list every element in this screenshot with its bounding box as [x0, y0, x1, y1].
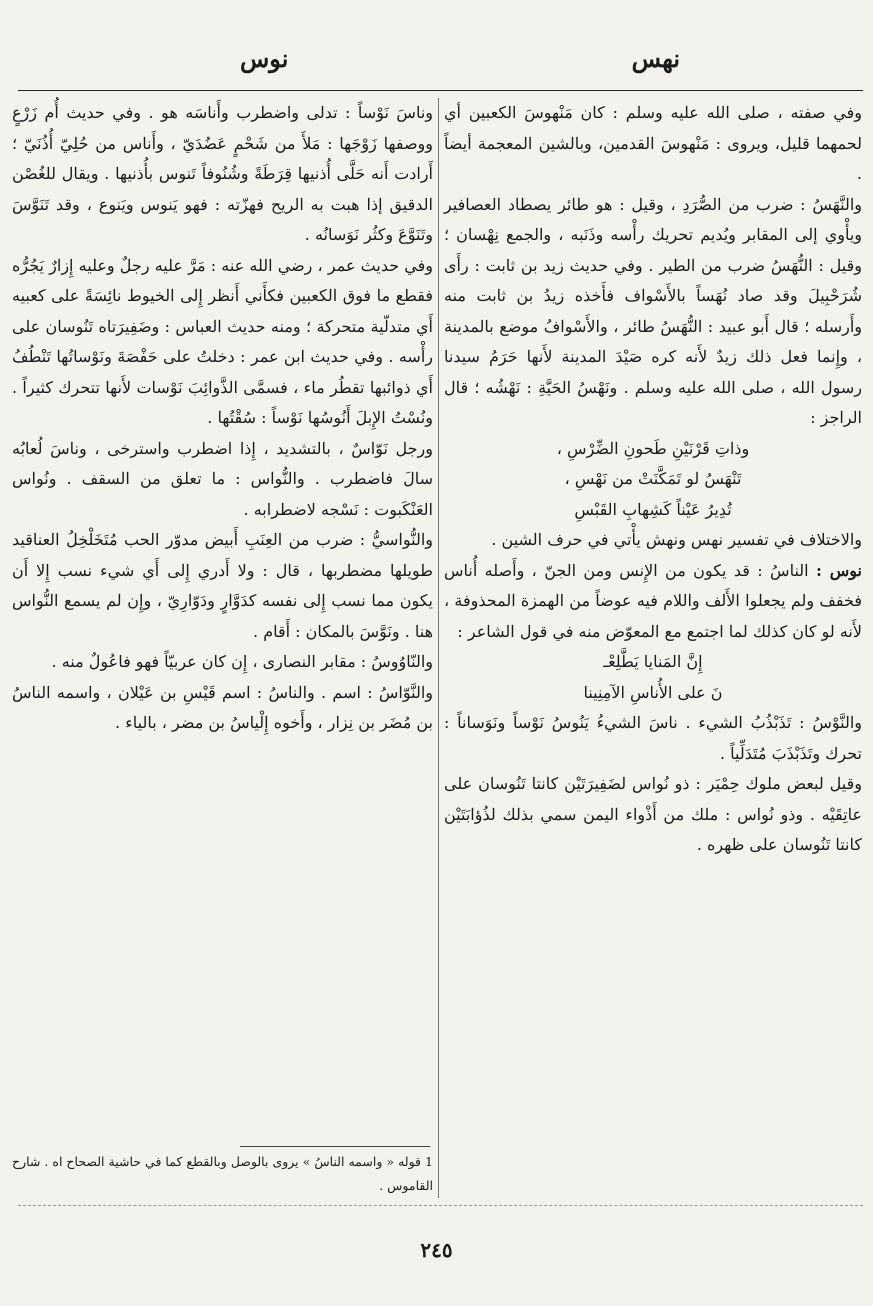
paragraph: ورجل نَوّاسٌ ، بالتشديد ، إِذا اضطرب واسترخى ، وناسَ لُعابُه سالَ فاضطرب . والنُّواس : ما تعلق من السقف . ونُواس العَنْكَبوت : نَسْجه لاضطرابه . [12, 438, 433, 519]
verse-line: وذاتِ قَرْنَيْنِ طَحونِ الضِّرْسِ ، [556, 438, 750, 458]
footnote-rule [240, 1146, 430, 1147]
paragraph: والنّاوُوسُ : مقابر النصارى ، إِن كان عربيّاً فهو فاعُولٌ منه . [51, 652, 433, 671]
paragraph: والاختلاف في تفسير نهس ونهش يأْتي في حرف الشين . [491, 530, 862, 549]
page-header [30, 42, 860, 86]
paragraph: وقيل لبعض ملوك حِمْيَر : ذو نُواس لضَفِيرَتَيْن كانتا تَنُوسان على عاتِقَيْه . وذو نُواس : ملك من أَذْواء اليمن سمي بذلك لذُؤابَتَيْن كانتا تَنُوسان على ظهره . [444, 774, 862, 854]
column-divider [438, 98, 439, 1198]
verse-line: إِنَّ المَنايا يَطَّلِعْـ [603, 652, 703, 671]
paragraph: والنُّواسيُّ : ضرب من العِنَبِ أَبيض مدوّر الحب مُتَخَلْخِلُ العناقيد طويلها مضطربها ، قال : ولا أَدري إِلى أَي شيء نسب إِلا أَن يكون مما نسب إِلى نفسه كدَوَّارٍ ودَوّارِيّ ، وإِن لم يسمع النُّواس هنا . ونَوَّسَ بالمكان : أَقام . [12, 530, 433, 641]
paragraph: وفي حديث عمر ، رضي الله عنه : مَرَّ عليه رجلٌ وعليه إِزارٌ يَجُرُّه فقطع ما فوق الكعبين فكأَني أَنظر إِلى الخيوط نائِسَةً على كعبيه أَي متدلّية متحركة ؛ ومنه حديث العباس : وضَفِيرَتاه تَنُوسان على رأْسه . وفي حديث ابن عمر : دخلتُ على حَفْصَةَ ونَوْساتُها تَنْطُفُ أَي ذوائبها تقطُر ماء ، فسمَّى الذَّوائِبَ نَوْسات لأَنها تتحرك كثيراً . ونُسْتُ الإِبلَ أَنُوسُها نَوْساً : سُقْتُها . [12, 255, 433, 427]
left-column [12, 98, 433, 739]
header-headword-left: نوس [240, 44, 289, 73]
entry-text: الناسُ : قد يكون من الإِنس ومن الجنّ ، وأَصله أُناس فخفف ولم يجعلوا الأَلف واللام فيه عوضاً من الهمزة المحذوفة ، لأَنه لو كان كذلك لما اجتمع مع المعوّض منه في قول الشاعر : [444, 560, 862, 641]
verse-line: نَ على الأُناسِ الآمِنِينا [583, 682, 723, 702]
header-rule [18, 90, 863, 91]
verse-line: تُدِيرُ عَيْناً كَشِهابِ القَبْسِ [574, 499, 732, 519]
paragraph: والنَّوْسُ : تَذَبْذُبُ الشيء . ناسَ الشيءُ يَنُوسُ نَوْساً ونَوَساناً : تحرك وتَذَبْذَبَ مُتَدَلِّياً . [444, 713, 862, 763]
footnote: 1 قوله « واسمه الناسُ » يروى بالوصل وبالقطع كما في حاشية الصحاح اه . شارح القاموس . [12, 1154, 433, 1193]
paragraph: والنَّهَسُ : ضرب من الصُّرَدِ ، وقيل : هو طائر يصطاد العصافير ويأْوي إلى المقابر ويُديم تحريك رأْسه وذَنَبه ، والجمع نِهْسان ؛ وقيل : النُّهَسُ ضرب من الطير . وفي حديث زيد بن ثابت : رأَى شُرَحْبِيلَ وقد صاد نُهَساً بالأَسْواف فأَخذه زيدُ بن ثابت منه وأَرسله ؛ قال أَبو عبيد : النُّهَسُ طائر ، والأَسْوافُ موضع بالمدينة ، وإِنما فعل ذلك زيدٌ لأَنه كره صَيْدَ المدينة لأَنها حَرَمُ سيدنا رسول الله ، صلى الله عليه وسلم . ونَهْسُ الحَيَّةِ : نَهْشُه ؛ قال الراجز : [444, 194, 863, 427]
verse-line: تَنْهَسُ لو تَمَكَّنَتْ من نَهْسِ ، [564, 469, 742, 488]
page-number: ٢٤٥ [420, 1238, 453, 1262]
paragraph: وناسَ نَوْساً : تدلى واضطرب وأَناسَه هو . وفي حديث أُم زَرْعٍ ووصفها زَوْجَها : مَلأَ من شَحْمٍ عَضُدَيّ ، وأَناس من حُلِيّ أُذُنَيّ ؛ أَرادت أَنه حَلَّى أُذنيها قِرَطَةً وشُنُوفاً تَنوس بأُذنيها . ويقال للغُصْن الدقيق إذا هبت به الريح فهزّته : فهو يَنوس ويَنوع ، وقد تَنَوَّسَ وتَنَوَّعَ وكثُر نَوَسانُه . [12, 103, 433, 244]
bottom-rule [18, 1205, 863, 1206]
header-headword-right: نهس [631, 44, 680, 73]
paragraph: وفي صفته ، صلى الله عليه وسلم : كان مَنْهوسَ الكعبين أي لحمهما قليل، ويروى : مَنْهوسَ القدمين، وبالشين المعجمة أيضاً . [444, 103, 862, 183]
paragraph: والنَّوّاسُ : اسم . والناسُ : اسم قَيْسِ بن عَيْلان ، واسمه الناسُ بن مُضَر بن نِزار ، وأَخوه إِلْياسُ بن مضر ، بالياء . [12, 682, 433, 732]
entry-paragraph [444, 556, 862, 648]
entry-headword: نوس : [815, 560, 862, 580]
right-column [444, 98, 862, 861]
